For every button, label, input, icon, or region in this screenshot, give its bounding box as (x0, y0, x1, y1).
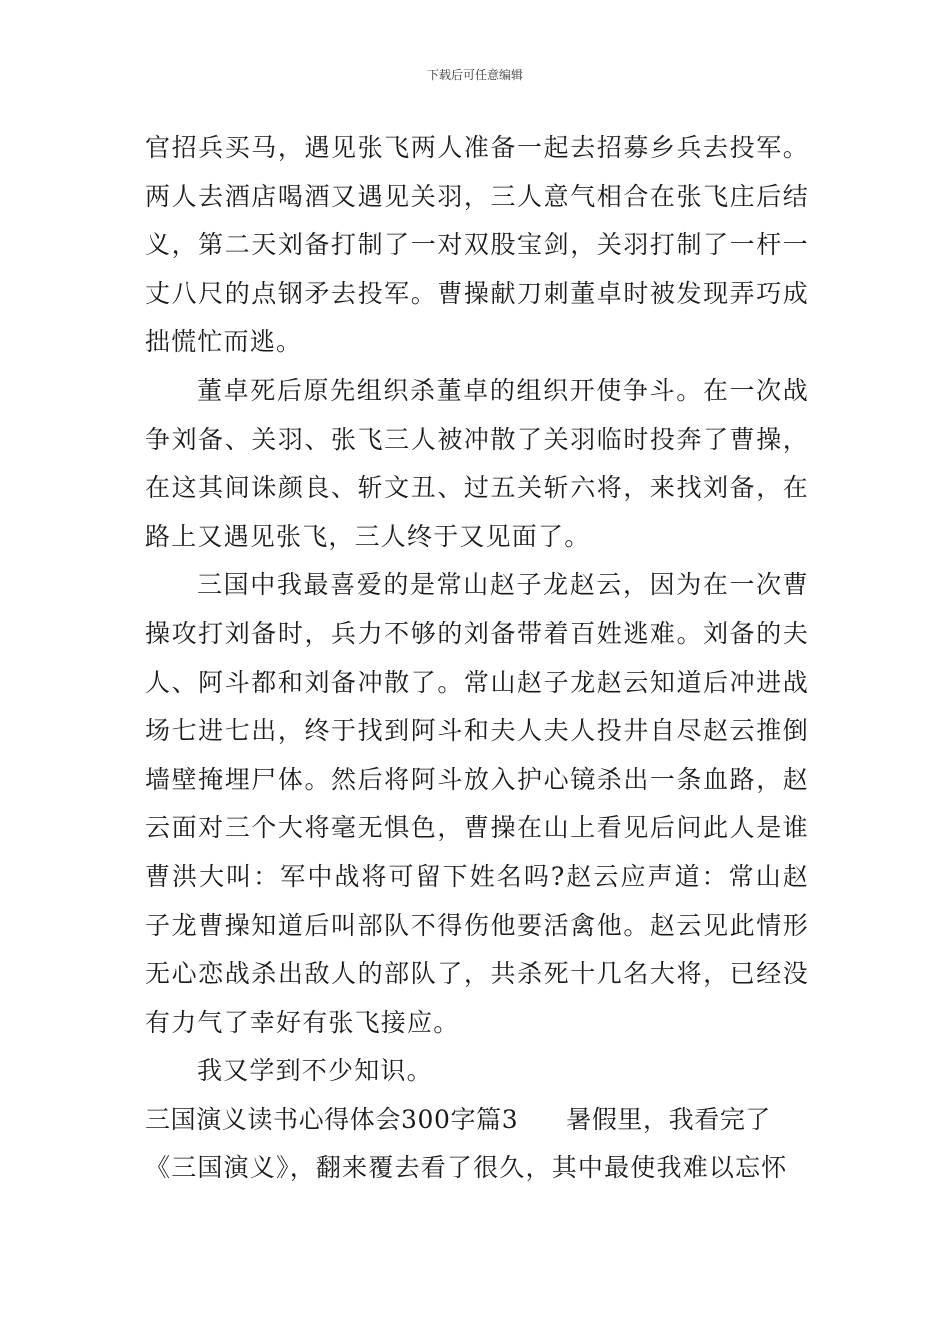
paragraph-4: 我又学到不少知识。 (197, 1056, 433, 1086)
paragraph-2: 董卓死后原先组织杀董卓的组织开使争斗。在一次战争刘备、关羽、张飞三人被冲散了关羽临时投奔了曹操，在这其间诛颜良、斩文丑、过五关斩六将，来找刘备，在路上又遇见张飞，三人终于又见面了。 (145, 375, 809, 551)
section-title: 三国演义读书心得体会300字篇3 (145, 1104, 519, 1134)
paragraph-5: 《三国演义》，翻来覆去看了很久，其中最使我难以忘怀 (145, 1153, 788, 1183)
section-first-line: 暑假里，我看完了 (566, 1104, 772, 1134)
header-note: 下载后可任意编辑 (426, 68, 523, 82)
section-heading-line (145, 1096, 809, 1145)
body-text (145, 124, 809, 1193)
paragraph-1: 官招兵买马，遇见张飞两人准备一起去招募乡兵去投军。两人去酒店喝酒又遇见关羽，三人意气相合在张飞庄后结义，第二天刘备打制了一对双股宝剑，关羽打制了一杆一丈八尺的点钢矛去投军。曹操献刀刺董卓时被发现弄巧成拙慌忙而逃。 (145, 133, 809, 357)
paragraph-3: 三国中我最喜爱的是常山赵子龙赵云，因为在一次曹操攻打刘备时，兵力不够的刘备带着百姓逃难。刘备的夫人、阿斗都和刘备冲散了。常山赵子龙赵云知道后冲进战场七进七出，终于找到阿斗和夫人夫人投井自尽赵云推倒墙壁掩埋尸体。然后将阿斗放入护心镜杀出一条血路，赵云面对三个大将毫无惧色，曹操在山上看见后问此人是谁曹洪大叫：军中战将可留下姓名吗?赵云应声道：常山赵子龙曹操知道后叫部队不得伤他要活禽他。赵云见此情形无心恋战杀出敌人的部队了，共杀死十几名大将，已经没有力气了幸好有张飞接应。 (145, 570, 809, 1037)
